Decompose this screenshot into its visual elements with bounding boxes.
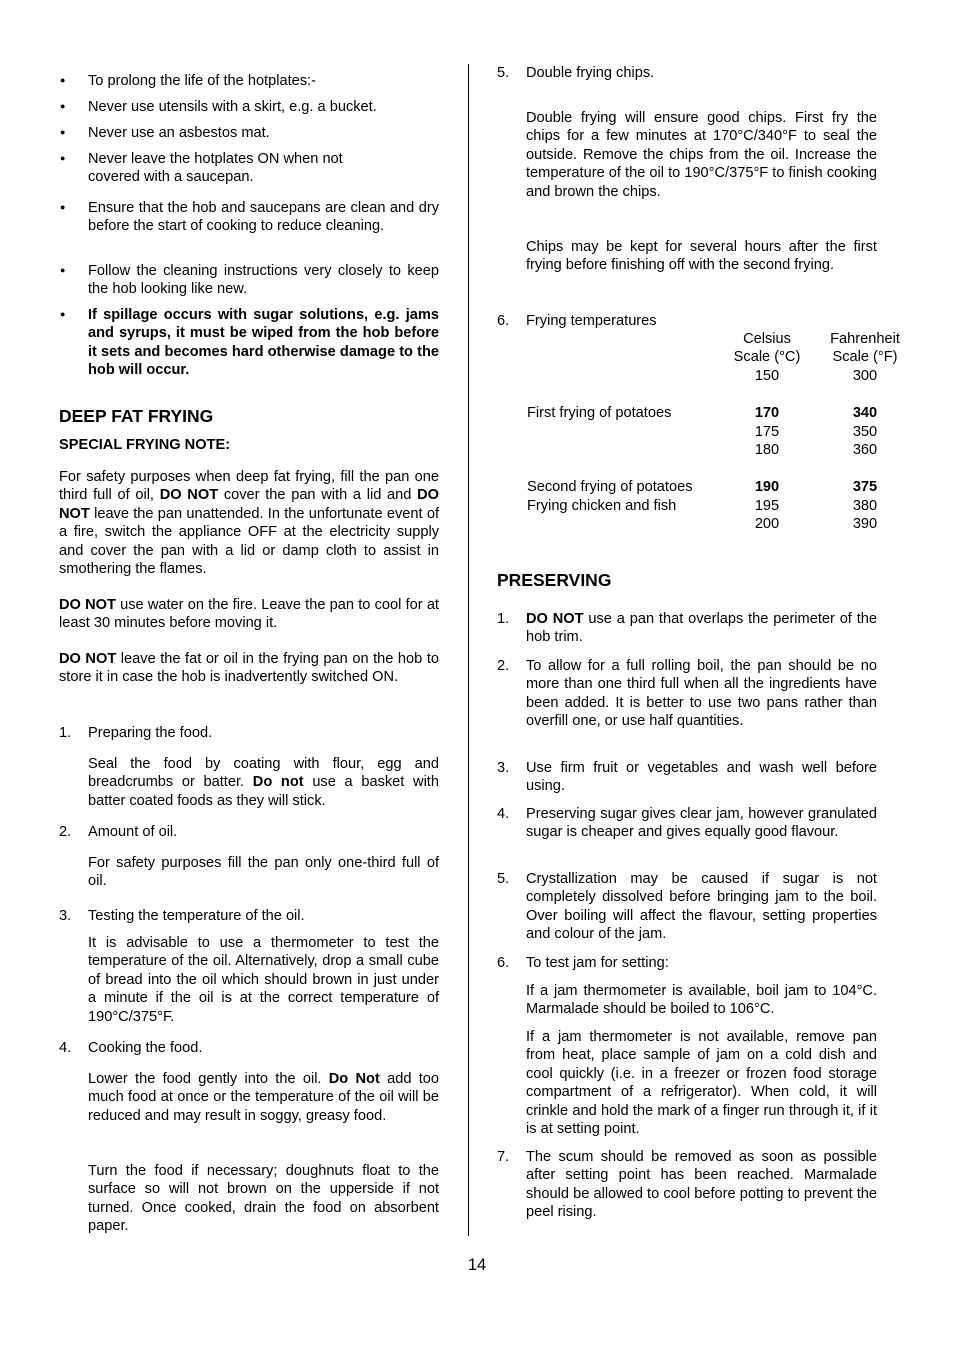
paragraph: DO NOT use water on the fire. Leave the pan to cool for at least 30 minutes before moving it. (59, 597, 439, 632)
fahrenheit-cell: 380 (852, 498, 878, 514)
column-divider (468, 64, 469, 1236)
bullet-text: Never use an asbestos mat. (88, 125, 270, 141)
item-number: 7. (497, 1149, 510, 1165)
item-number: 4. (497, 806, 510, 822)
celsius-cell: 150 (754, 368, 780, 384)
row-label: Second frying of potatoes (527, 479, 693, 495)
fahrenheit-cell: 340 (852, 405, 878, 421)
fahrenheit-header: Fahrenheit Scale (°F) (830, 331, 900, 366)
item-title: Cooking the food. (88, 1040, 203, 1056)
row-label: First frying of potatoes (527, 405, 672, 421)
item-body: Lower the food gently into the oil. Do Not add too much food at once or the temperature of the oil will be reduced and may result in soggy, greasy food. (88, 1071, 439, 1124)
item-number: 5. (497, 871, 510, 887)
celsius-cell: 200 (754, 516, 780, 532)
item-text: To allow for a full rolling boil, the pan should be no more than one third full when all the ingredients have been added. It is better to use two pans rather than overfill one, or use half quantities. (526, 658, 877, 730)
item-number: 2. (59, 824, 72, 840)
item-number: 2. (497, 658, 510, 674)
celsius-cell: 190 (754, 479, 780, 495)
celsius-cell: 180 (754, 442, 780, 458)
item-body: Turn the food if necessary; doughnuts float to the surface so will not brown on the upperside if not turned. Once cooked, drain the food on absorbent paper. (88, 1163, 439, 1235)
item-text: To test jam for setting: (526, 955, 669, 971)
item-number: 5. (497, 65, 510, 81)
item-body: For safety purposes fill the pan only one-third full of oil. (88, 855, 439, 890)
item-number: 3. (59, 908, 72, 924)
item-body: If a jam thermometer is available, boil jam to 104°C. Marmalade should be boiled to 106°C. (526, 983, 877, 1018)
item-body: Chips may be kept for several hours after the first frying before finishing off with the second frying. (526, 239, 877, 274)
item-number: 1. (497, 611, 510, 627)
celsius-cell: 175 (754, 424, 780, 440)
celsius-cell: 170 (754, 405, 780, 421)
bullet-text: Ensure that the hob and saucepans are clean and dry before the start of cooking to reduce cleaning. (88, 200, 439, 235)
paragraph: DO NOT leave the fat or oil in the frying pan on the hob to store it in case the hob is inadvertently switched ON. (59, 651, 439, 686)
bullet-text-line: Never leave the hotplates ON when not (88, 151, 343, 167)
item-number: 3. (497, 760, 510, 776)
bullet-text: If spillage occurs with sugar solutions, e.g. jams and syrups, it must be wiped from the hob before it sets and becomes hard otherwise damage to the hob will occur. (88, 307, 439, 379)
fahrenheit-cell: 390 (852, 516, 878, 532)
item-number: 6. (497, 313, 510, 329)
bullet-text: To prolong the life of the hotplates:- (88, 73, 316, 89)
page-number: 14 (467, 1256, 487, 1274)
item-body: Double frying will ensure good chips. First fry the chips for a few minutes at 170°C/340°F to seal the outside. Remove the chips from the oil. Increase the temperature of the oil to 190°C/375°F to finish cooking and brown the chips. (526, 110, 877, 200)
item-number: 4. (59, 1040, 72, 1056)
bullet-text (88, 150, 439, 187)
fahrenheit-cell: 360 (852, 442, 878, 458)
celsius-header: Celsius Scale (°C) (733, 331, 801, 366)
frying-temperature-table (497, 330, 917, 540)
item-title: Frying temperatures (526, 313, 657, 329)
item-body: Seal the food by coating with flour, egg and breadcrumbs or batter. Do not use a basket with batter coated foods as they will stick. (88, 756, 439, 809)
celsius-cell: 195 (754, 498, 780, 514)
item-number: 6. (497, 955, 510, 971)
section-heading: DEEP FAT FRYING (59, 406, 214, 426)
subheading: SPECIAL FRYING NOTE: (59, 437, 231, 453)
item-text: Use firm fruit or vegetables and wash well before using. (526, 760, 877, 795)
item-body: If a jam thermometer is not available, remove pan from heat, place sample of jam on a cold dish and cool quickly (i.e. in a freezer or frozen food storage compartment of a refrigerator). When cold, it will crinkle and hold the mark of a finger run through it, if it is at setting point. (526, 1029, 877, 1138)
item-title: Testing the temperature of the oil. (88, 908, 305, 924)
section-heading: PRESERVING (497, 570, 612, 590)
item-text: Preserving sugar gives clear jam, however granulated sugar is cheaper and gives equally good flavour. (526, 806, 877, 841)
item-number: 1. (59, 725, 72, 741)
item-text: The scum should be removed as soon as possible after setting point has been reached. Marmalade should be allowed to cool before potting to prevent the peel rising. (526, 1149, 877, 1221)
bullet-text: Never use utensils with a skirt, e.g. a bucket. (88, 99, 377, 115)
bullet-text: Follow the cleaning instructions very closely to keep the hob looking like new. (88, 263, 439, 298)
paragraph: For safety purposes when deep fat frying, fill the pan one third full of oil, DO NOT cover the pan with a lid and DO NOT leave the pan unattended. In the unfortunate event of a fire, switch the appliance OFF at the electricity supply and cover the pan with a lid or damp cloth to assist in smothering the flames. (59, 469, 439, 578)
fahrenheit-cell: 350 (852, 424, 878, 440)
fahrenheit-cell: 300 (852, 368, 878, 384)
row-label: Frying chicken and fish (527, 498, 677, 514)
item-body: It is advisable to use a thermometer to test the temperature of the oil. Alternatively, drop a small cube of bread into the oil which should brown in just under a minute if the oil is at the correct temperature of 190°C/375°F. (88, 935, 439, 1025)
fahrenheit-cell: 375 (852, 479, 878, 495)
item-title: Amount of oil. (88, 824, 178, 840)
item-text: Crystallization may be caused if sugar is not completely dissolved before bringing jam to the boil. Over boiling will affect the flavour, setting properties and colour of the jam. (526, 871, 877, 943)
bullet-text-line: covered with a saucepan. (88, 169, 254, 186)
item-text: DO NOT use a pan that overlaps the perimeter of the hob trim. (526, 611, 877, 646)
item-title: Preparing the food. (88, 725, 213, 741)
item-title: Double frying chips. (526, 65, 655, 81)
